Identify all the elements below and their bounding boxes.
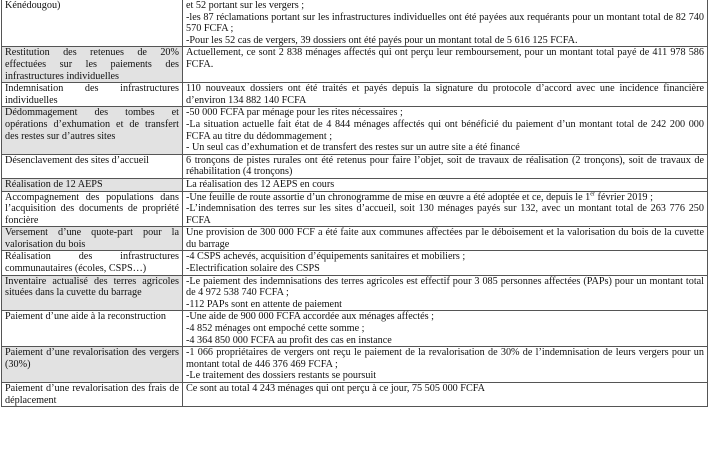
measure-status bbox=[183, 154, 708, 178]
table-row bbox=[2, 227, 708, 251]
table-row bbox=[2, 383, 708, 407]
measure-status bbox=[183, 311, 708, 347]
table-row bbox=[2, 0, 708, 47]
status-line: -Electrification solaire des CSPS bbox=[186, 263, 320, 275]
status-line: -Une feuille de route assortie d’un chronogramme de mise en œuvre a été adoptée et ce, depuis le 1er février 2019 ; bbox=[186, 191, 653, 203]
measure-status bbox=[183, 347, 708, 383]
status-line: -1 066 propriétaires de vergers ont reçu le paiement de la revalorisation de 30% de l’indemnisation de leurs vergers pour un montant total de 446 376 469 FCFA ; bbox=[186, 347, 704, 370]
table-row bbox=[2, 178, 708, 191]
table-row bbox=[2, 347, 708, 383]
status-line: -112 PAPs sont en attente de paiement bbox=[186, 298, 342, 310]
status-line: -L’indemnisation des terres sur les sites d’accueil, soit 130 ménages payés sur 132, avec un montant total de 263 776 250 FCFA bbox=[186, 203, 704, 226]
measure-status bbox=[183, 227, 708, 251]
measure-label: Réalisation de 12 AEPS bbox=[2, 178, 183, 191]
measure-label: Accompagnement des populations dans l’acquisition des documents de propriété foncière bbox=[2, 191, 183, 227]
status-line: -La situation actuelle fait état de 4 844 ménages affectés qui ont bénéficié du paiement d’un montant total de 242 200 000 FCFA au titre du dédommagement ; bbox=[186, 118, 704, 142]
measure-label: Paiement d’une revalorisation des frais de déplacement bbox=[2, 383, 183, 407]
table-row bbox=[2, 107, 708, 154]
status-line: -Une aide de 900 000 FCFA accordée aux ménages affectés ; bbox=[186, 311, 434, 323]
status-line: 6 tronçons de pistes rurales ont été retenus pour faire l’objet, soit de travaux de réalisation (2 tronçons), soit de travaux de réhabilitation (4 tronçons) bbox=[186, 154, 704, 178]
table-row bbox=[2, 191, 708, 227]
status-line: -4 CSPS achevés, acquisition d’équipements sanitaires et mobiliers ; bbox=[186, 251, 466, 263]
status-line: -50 000 FCFA par ménage pour les rites nécessaires ; bbox=[186, 107, 403, 119]
status-line: -Le traitement des dossiers restants se poursuit bbox=[186, 370, 377, 382]
table-row bbox=[2, 251, 708, 275]
status-line: La réalisation des 12 AEPS en cours bbox=[186, 178, 335, 190]
status-line: 110 nouveaux dossiers ont été traités et payés depuis la signature du protocole d’accord avec une incidence financière d’environ 134 882 140 FCFA bbox=[186, 83, 704, 106]
status-line: Une provision de 300 000 FCF a été faite aux communes affectées par le déboisement et la valorisation du bois de la cuvette du barrage bbox=[186, 227, 704, 250]
status-line: -Pour les 52 cas de vergers, 39 dossiers ont été payés pour un montant total de 5 616 125 FCFA. bbox=[186, 34, 578, 46]
status-line: - Un seul cas d’exhumation et de transfert des restes sur un autre site a été financé bbox=[186, 142, 520, 154]
table-row bbox=[2, 83, 708, 107]
status-line: Ce sont au total 4 243 ménages qui ont perçu à ce jour, 75 505 000 FCFA bbox=[186, 383, 486, 394]
measure-label: Versement d’une quote-part pour la valorisation du bois bbox=[2, 227, 183, 251]
status-line: et 52 portant sur les vergers ; bbox=[186, 0, 305, 11]
status-line: -4 364 850 000 FCFA au profit des cas en instance bbox=[186, 334, 392, 346]
status-line: -les 87 réclamations portant sur les infrastructures individuelles ont été payées aux requérants pour un montant total de 82 740 570 FCFA ; bbox=[186, 11, 704, 35]
measure-status bbox=[183, 275, 708, 311]
measures-table bbox=[1, 0, 708, 407]
measure-status bbox=[183, 107, 708, 154]
measure-status bbox=[183, 83, 708, 107]
measure-status bbox=[183, 0, 708, 47]
measure-label: Dédommagement des tombes et opérations d’exhumation et de transfert des restes sur d’autres sites bbox=[2, 107, 183, 154]
table-row bbox=[2, 311, 708, 347]
table-row bbox=[2, 47, 708, 83]
measure-status bbox=[183, 251, 708, 275]
measure-status bbox=[183, 47, 708, 83]
measure-label: Inventaire actualisé des terres agricoles situées dans la cuvette du barrage bbox=[2, 275, 183, 311]
table-row bbox=[2, 275, 708, 311]
measure-label: Kénédougou) bbox=[2, 0, 183, 47]
status-line: Actuellement, ce sont 2 838 ménages affectés qui ont perçu leur remboursement, pour un montant total payé de 411 978 586 FCFA. bbox=[186, 47, 704, 70]
measures-table-body bbox=[2, 0, 708, 407]
measure-label: Indemnisation des infrastructures individuelles bbox=[2, 83, 183, 107]
measure-label: Paiement d’une revalorisation des vergers (30%) bbox=[2, 347, 183, 383]
table-row bbox=[2, 154, 708, 178]
measure-label: Paiement d’une aide à la reconstruction bbox=[2, 311, 183, 347]
measure-status bbox=[183, 178, 708, 191]
measure-label: Désenclavement des sites d’accueil bbox=[2, 154, 183, 178]
measure-label: Réalisation des infrastructures communautaires (écoles, CSPS…) bbox=[2, 251, 183, 275]
measure-label: Restitution des retenues de 20% effectuées sur les paiements des infrastructures individuelles bbox=[2, 47, 183, 83]
status-line: -4 852 ménages ont empoché cette somme ; bbox=[186, 323, 365, 335]
status-line: -Le paiement des indemnisations des terres agricoles est effectif pour 3 085 personnes affectées (PAPs) pour un montant total de 4 972 538 740 FCFA ; bbox=[186, 275, 704, 299]
measure-status bbox=[183, 191, 708, 227]
measure-status bbox=[183, 383, 708, 407]
